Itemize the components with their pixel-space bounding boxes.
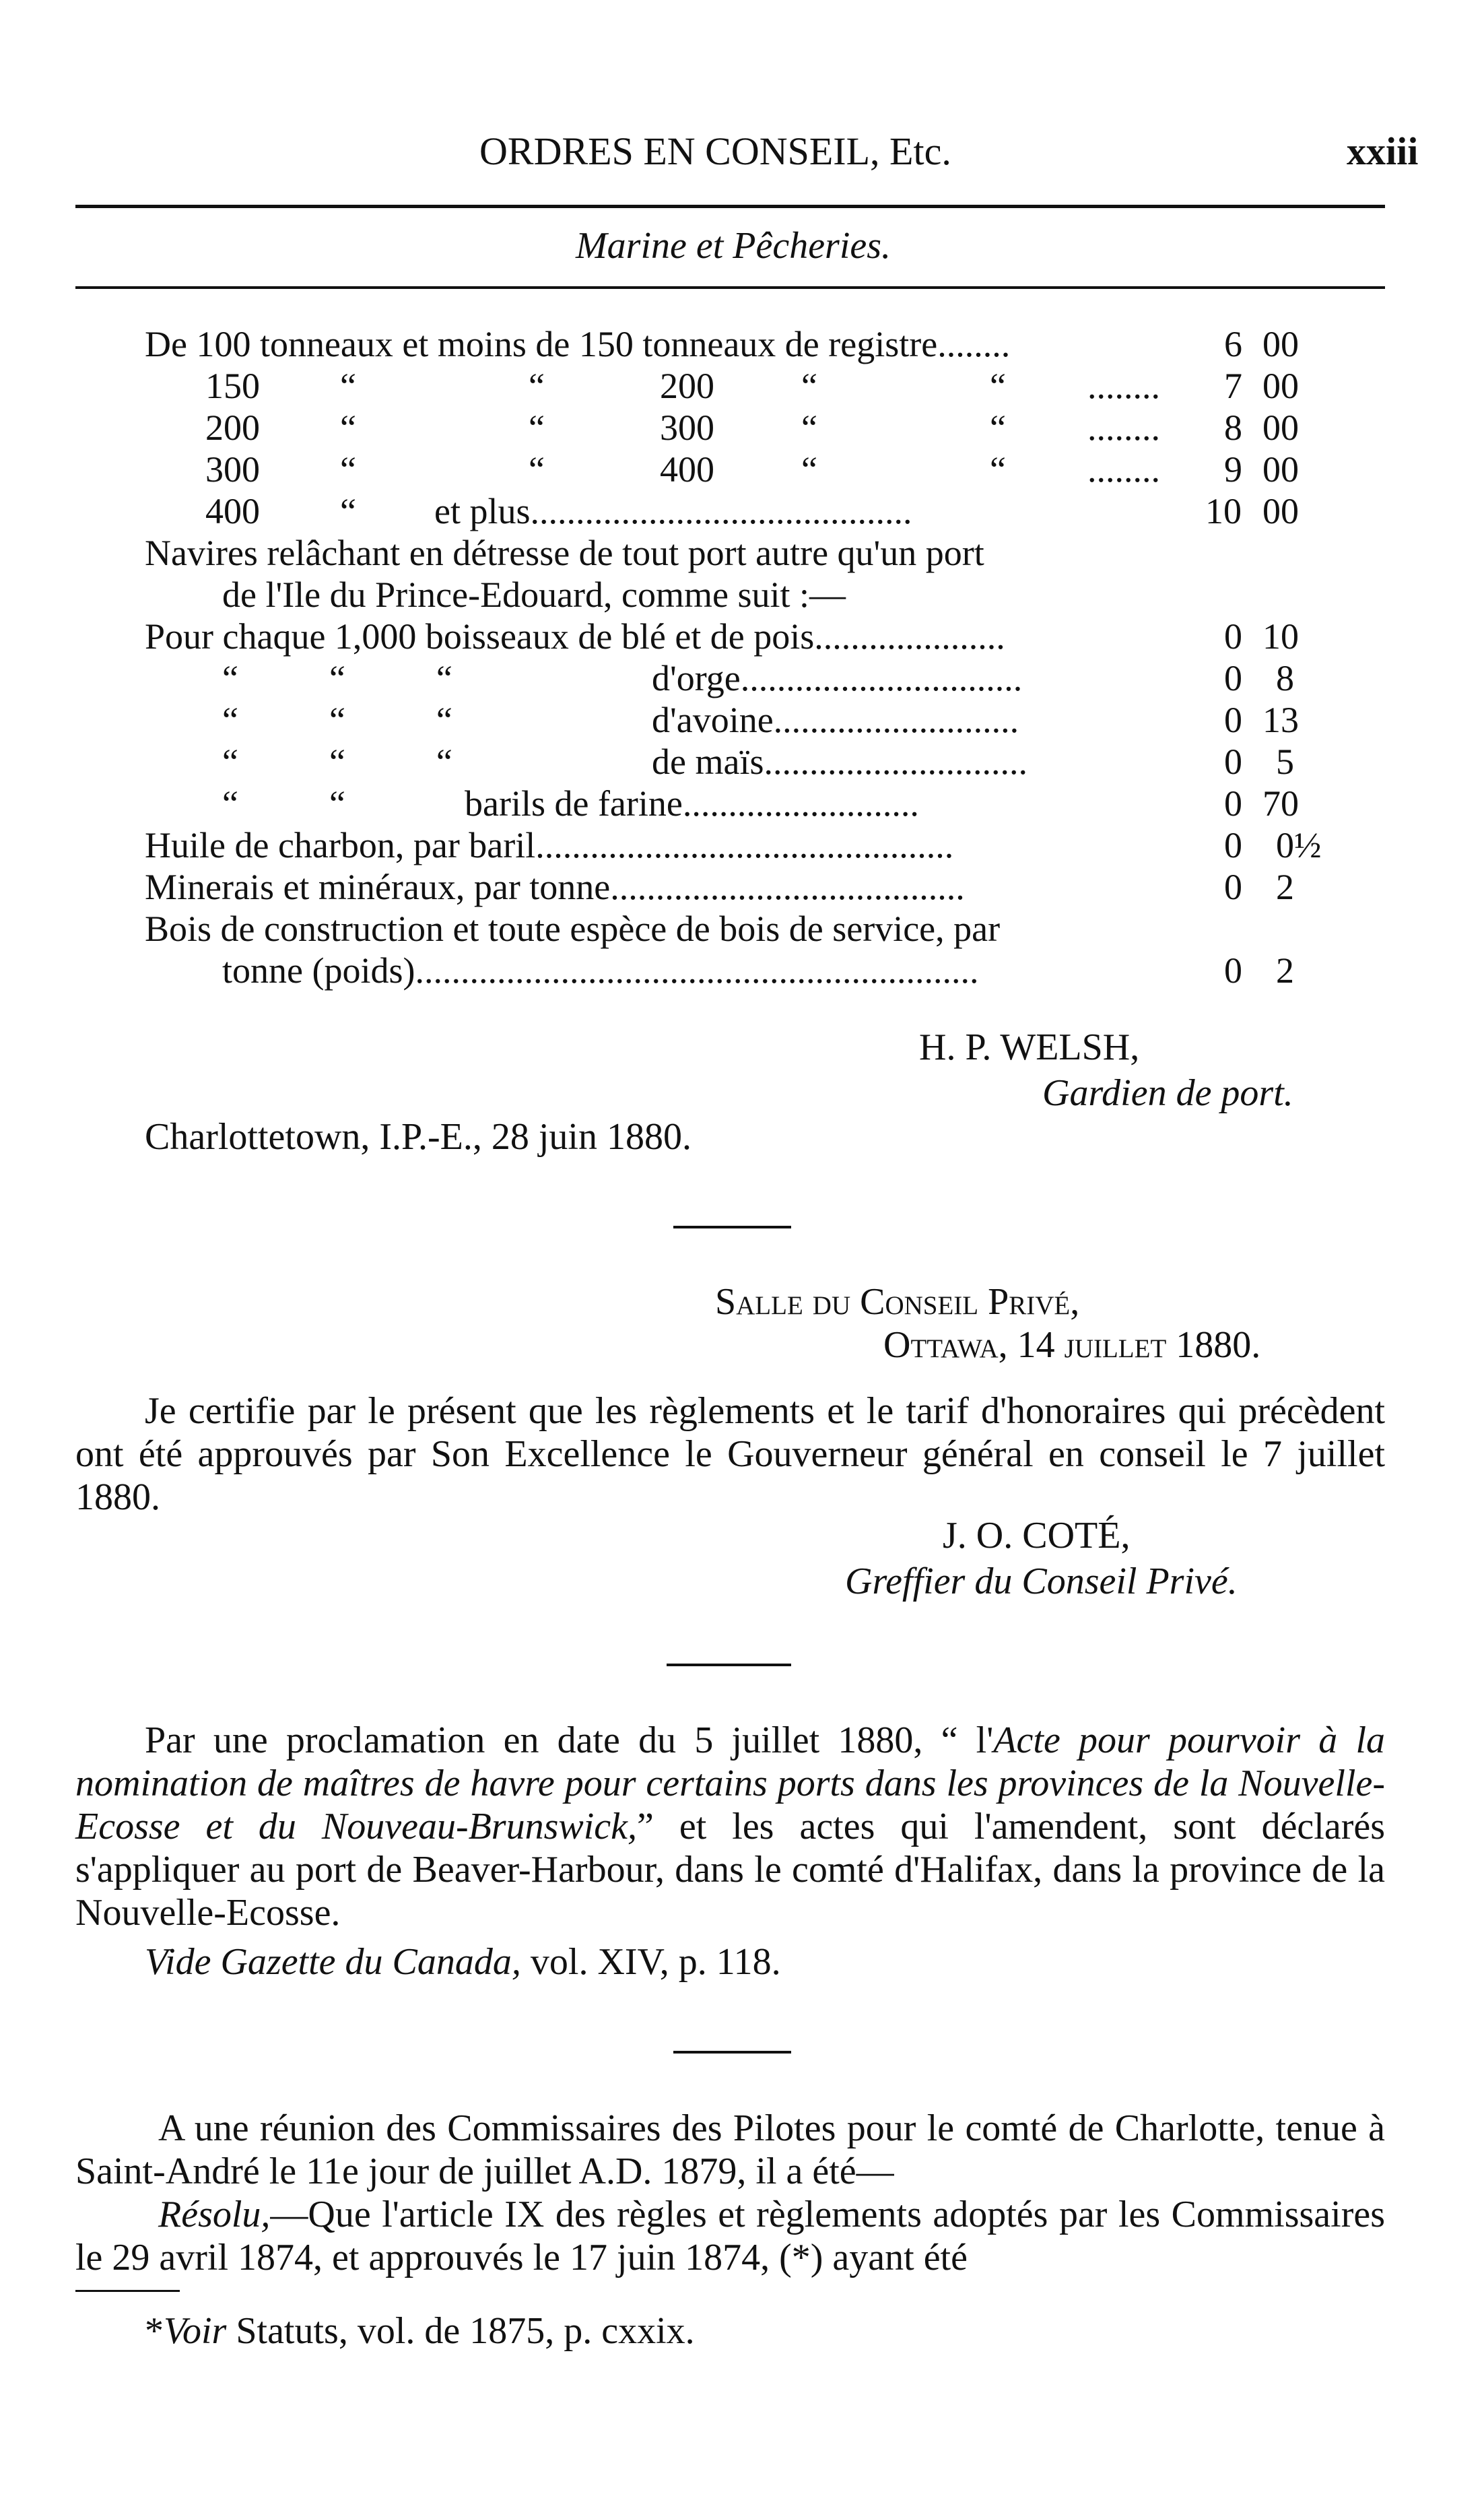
separator-rule (673, 2051, 791, 2054)
signature-name: J. O. COTÉ, (943, 1515, 1131, 1556)
tariff-row: 300 “ “ 400 “ “ ........ 9 00 (205, 449, 1299, 490)
grain-row: “ “ barils de farine.......................... 0 70 (222, 783, 1299, 824)
separator-rule (673, 1226, 791, 1228)
section-title: Marine et Pêcheries. (576, 225, 891, 267)
place-date: Charlottetown, I.P.-E., 28 juin 1880. (145, 1116, 692, 1158)
footnote-rule (75, 2290, 180, 2292)
council-date: Ottawa, 14 juillet 1880. (883, 1324, 1261, 1366)
grain-row: “ “ “ d'avoine........................... 0 13 (222, 700, 1299, 740)
minerals-row: Minerais et minéraux, par tonne....................................... 0 2 (145, 867, 1294, 907)
resolu-paragraph: Résolu,—Que l'article IX des règles et règlements adoptés par les Commissaires le 29 avril 1874, et approuvés le 17 juin 1874, (*) ayant été (75, 2194, 1385, 2278)
signature-name: H. P. WELSH, (919, 1026, 1140, 1068)
tariff-row: 150 “ “ 200 “ “ ........ 7 00 (205, 366, 1299, 406)
wood-line: Bois de construction et toute espèce de bois de service, par (145, 909, 1001, 949)
proclamation-paragraph: Par une proclamation en date du 5 juillet 1880, “ l'Acte pour pourvoir à la nomination de maîtres de havre pour certains ports dans les provinces de la Nouvelle-Ecosse et du Nouveau-Brunswick,” et les actes qui l'amendent, sont déclarés s'appliquer au port de Beaver-Harbour, dans le comté d'Halifax, dans la province de la Nouvelle-Ecosse. (75, 1719, 1386, 1934)
header-rule-bottom (75, 286, 1385, 289)
council-heading: Salle du Conseil Privé, (715, 1281, 1080, 1323)
footnote: *Voir Statuts, vol. de 1875, p. cxxix. (145, 2310, 695, 2352)
pilots-paragraph: A une réunion des Commissaires des Pilotes pour le comté de Charlotte, tenue à Saint-André le 11e jour de juillet A.D. 1879, il a été— (75, 2107, 1385, 2192)
grain-row: “ “ “ d'orge............................... 0 8 (222, 658, 1294, 698)
distress-line: de l'Ile du Prince-Edouard, comme suit :— (222, 574, 846, 615)
signature-title: Gardien de port. (1042, 1072, 1293, 1114)
separator-rule (667, 1664, 791, 1666)
grain-row: “ “ “ de maïs............................. 0 5 (222, 742, 1294, 782)
grain-row: Pour chaque 1,000 boisseaux de blé et de pois..................... 0 10 (145, 616, 1299, 657)
council-body: Je certifie par le présent que les règlements et le tarif d'honoraires qui précèdent ont été approuvés par Son Excellence le Gouverneur général en conseil le 7 juillet 1880. (75, 1390, 1385, 1518)
page-number: xxiii (1347, 129, 1419, 173)
wood-row: tonne (poids).............................................................. 0 2 (222, 950, 1294, 991)
running-title: ORDRES EN CONSEIL, Etc. (479, 129, 951, 173)
tariff-row: De 100 tonneaux et moins de 150 tonneaux de registre........ 6 00 (145, 324, 1299, 364)
distress-line: Navires relâchant en détresse de tout port autre qu'un port (145, 533, 984, 573)
coal-oil-row: Huile de charbon, par baril.............................................. 0 0½ (145, 825, 1322, 865)
vide-gazette: Vide Gazette du Canada, vol. XIV, p. 118. (145, 1941, 781, 1983)
header-rule-top (75, 205, 1385, 208)
signature-title: Greffier du Conseil Privé. (845, 1561, 1238, 1602)
tariff-row: 200 “ “ 300 “ “ ........ 8 00 (205, 407, 1299, 448)
tariff-row: 400 “ et plus.......................................... 10 00 (205, 491, 1299, 531)
